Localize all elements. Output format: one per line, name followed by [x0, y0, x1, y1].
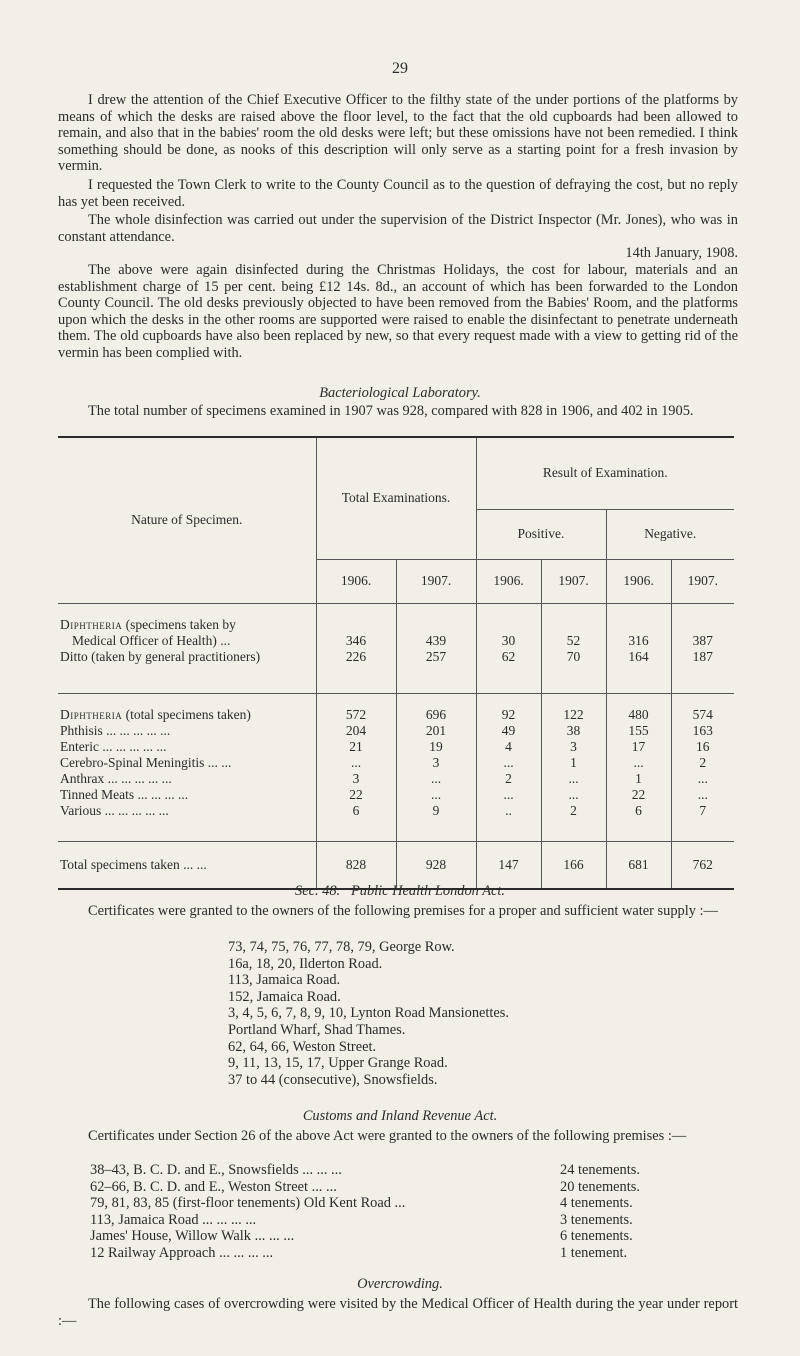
cell: ... [541, 787, 606, 803]
cell: 6 [606, 803, 671, 819]
cell: 316 [606, 633, 671, 649]
premises-count: 20 tenements. [560, 1178, 640, 1195]
cell: 122 [541, 707, 606, 723]
cell: 70 [541, 649, 606, 665]
cell: 696 [396, 707, 476, 723]
cell: 3 [541, 739, 606, 755]
cell: 155 [606, 723, 671, 739]
cell: ... [396, 787, 476, 803]
cell: 762 [671, 841, 734, 889]
list-item: 16a, 18, 20, Ilderton Road. [228, 955, 383, 972]
cell: 30 [476, 633, 541, 649]
row-label: Total specimens taken ... ... [60, 856, 207, 872]
cell: 574 [671, 707, 734, 723]
premises-place: 38–43, B. C. D. and E., Snowsfields ... ... ... [90, 1162, 342, 1178]
row-label: Various ... ... ... ... ... [60, 803, 169, 818]
sec48-number: Sec. 48. [295, 883, 341, 899]
cell: 92 [476, 707, 541, 723]
cell: ... [396, 771, 476, 787]
row-label: Enteric ... ... ... ... ... [60, 739, 167, 754]
premises-count: 6 tenements. [560, 1228, 633, 1245]
cell: 147 [476, 841, 541, 889]
cell: 19 [396, 739, 476, 755]
header-negative: Negative. [606, 509, 734, 559]
header-positive: Positive. [476, 509, 606, 559]
paragraph-town-clerk: I requested the Town Clerk to write to the County Council as to the question of defraying the cost, but no reply has yet been received. [58, 177, 738, 210]
premises-place: 12 Railway Approach ... ... ... ... [90, 1244, 274, 1261]
cell: 2 [476, 771, 541, 787]
premises-count: 4 tenements. [560, 1195, 633, 1212]
row-label: Diphtheria (specimens taken by [60, 617, 236, 632]
list-item [90, 1228, 740, 1245]
premises-place: 113, Jamaica Road ... ... ... ... [90, 1211, 257, 1228]
premises-count: 1 tenement. [560, 1244, 628, 1261]
cell: 7 [671, 803, 734, 819]
list-item [90, 1162, 740, 1179]
list-item [90, 1179, 740, 1196]
table-row [58, 787, 734, 803]
premises-place: 62–66, B. C. D. and E., Weston Street ... ... [90, 1178, 337, 1195]
year-header: 1906. [476, 559, 541, 603]
year-header: 1907. [671, 559, 734, 603]
cell: 1 [606, 771, 671, 787]
customs-premises-list [90, 1162, 740, 1262]
sec48-intro: Certificates were granted to the owners of the following premises for a proper and sufficient water supply :— [88, 903, 718, 919]
cell: ... [541, 771, 606, 787]
row-label: Tinned Meats ... ... ... ... [60, 787, 189, 802]
premises-count: 3 tenements. [560, 1211, 633, 1228]
cell: 22 [316, 787, 396, 803]
table-row [58, 771, 734, 787]
header-nature: Nature of Specimen. [58, 437, 316, 603]
cell: 572 [316, 707, 396, 723]
list-item: 152, Jamaica Road. [228, 988, 341, 1005]
overcrowding-heading: Overcrowding. [357, 1276, 443, 1292]
premises-count: 24 tenements. [560, 1162, 640, 1178]
list-item [90, 1245, 740, 1262]
cell: 62 [476, 649, 541, 665]
table-row-total [58, 841, 734, 889]
year-header: 1906. [316, 559, 396, 603]
sec48-act: Public Health London Act. [350, 883, 505, 899]
cell: 2 [541, 803, 606, 819]
cell: 1 [541, 755, 606, 771]
cell: 480 [606, 707, 671, 723]
cell: 439 [396, 633, 476, 649]
list-item: 62, 64, 66, Weston Street. [228, 1038, 377, 1055]
cell: 9 [396, 803, 476, 819]
cell: 6 [316, 803, 396, 819]
paragraph-vermin: I drew the attention of the Chief Executive Officer to the filthy state of the under portions of the platforms by means of which the desks are raised above the floor level, to the fact that the old cupboards had been allowed to remain, and also that in the babies' room the old desks were left; but these omissions have not been remedied. I think something should be done, as nooks of this description will only serve as a starting point for a fresh invasion by vermin. [58, 92, 738, 175]
cell: 387 [671, 633, 734, 649]
cell: 4 [476, 739, 541, 755]
list-item: 73, 74, 75, 76, 77, 78, 79, George Row. [228, 939, 455, 955]
page-number: 29 [392, 60, 408, 77]
cell: 38 [541, 723, 606, 739]
table-row [58, 755, 734, 771]
premises-place: James' House, Willow Walk ... ... ... [90, 1228, 295, 1245]
year-header: 1907. [541, 559, 606, 603]
row-label: Diphtheria (total specimens taken) [60, 707, 251, 722]
premises-place: 79, 81, 83, 85 (first-floor tenements) Old Kent Road ... [90, 1195, 406, 1212]
cell: ... [671, 787, 734, 803]
cell: 21 [316, 739, 396, 755]
row-label: Cerebro-Spinal Meningitis ... ... [60, 755, 232, 770]
cell: 22 [606, 787, 671, 803]
table-row [58, 649, 734, 665]
customs-intro: Certificates under Section 26 of the above Act were granted to the owners of the following premises :— [88, 1128, 687, 1144]
cell: 164 [606, 649, 671, 665]
cell: 226 [316, 649, 396, 665]
cell: ... [476, 787, 541, 803]
table-row [58, 723, 734, 739]
table-row [58, 707, 734, 723]
row-label: Anthrax ... ... ... ... ... [60, 771, 172, 786]
row-label: Medical Officer of Health) ... [72, 633, 231, 648]
header-total: Total Examinations. [316, 437, 476, 559]
cell: ... [671, 771, 734, 787]
cell: 2 [671, 755, 734, 771]
cell: 16 [671, 739, 734, 755]
cell: ... [316, 755, 396, 771]
overcrowding-text: The following cases of overcrowding were visited by the Medical Officer of Health during the year under report :— [58, 1296, 738, 1329]
cell: 3 [396, 755, 476, 771]
table-row [58, 739, 734, 755]
year-header: 1906. [606, 559, 671, 603]
cell: 49 [476, 723, 541, 739]
cell: 52 [541, 633, 606, 649]
cell: 17 [606, 739, 671, 755]
cell: 204 [316, 723, 396, 739]
list-item: 113, Jamaica Road. [228, 972, 341, 989]
table-row [58, 617, 734, 633]
specimen-table [58, 436, 734, 890]
customs-heading: Customs and Inland Revenue Act. [302, 1108, 498, 1124]
cell: 163 [671, 723, 734, 739]
list-item [90, 1212, 740, 1229]
row-label: Phthisis ... ... ... ... ... [60, 723, 171, 738]
report-date: 14th January, 1908. [625, 245, 738, 261]
cell: 828 [316, 841, 396, 889]
cell: 681 [606, 841, 671, 889]
paragraph-christmas: The above were again disinfected during the Christmas Holidays, the cost for labour, materials and an establishment charge of 15 per cent. being £12 14s. 8d., an account of which has been forwarded to the London County Council. The old desks previously objected to have been removed from the Babies' Room, and the platforms upon which the desks in the other rooms are supported were raised to enable the disinfectant to penetrate underneath them. The old cupboards have also been replaced by new, so that every request made with a view to getting rid of the vermin has been complied with. [58, 262, 738, 361]
paragraph-specimens: The total number of specimens examined in 1907 was 928, compared with 828 in 1906, and 402 in 1905. [88, 403, 694, 419]
header-result: Result of Examination. [476, 437, 734, 509]
cell: .. [476, 803, 541, 819]
cell: 257 [396, 649, 476, 665]
year-header: 1907. [396, 559, 476, 603]
sec48-premises-list [228, 939, 509, 1088]
cell: 201 [396, 723, 476, 739]
list-item: Portland Wharf, Shad Thames. [228, 1021, 406, 1038]
table-row [58, 803, 734, 819]
list-item: 3, 4, 5, 6, 7, 8, 9, 10, Lynton Road Mansionettes. [228, 1005, 510, 1022]
cell: ... [476, 755, 541, 771]
list-item: 9, 11, 13, 15, 17, Upper Grange Road. [228, 1055, 448, 1072]
row-label: Ditto (taken by general practitioners) [60, 649, 261, 664]
lab-heading: Bacteriological Laboratory. [319, 385, 481, 401]
cell: 928 [396, 841, 476, 889]
table-row [58, 633, 734, 649]
list-item: 37 to 44 (consecutive), Snowsfields. [228, 1071, 438, 1088]
cell: 3 [316, 771, 396, 787]
cell: ... [606, 755, 671, 771]
list-item [90, 1195, 740, 1212]
paragraph-inspector: The whole disinfection was carried out under the supervision of the District Inspector (Mr. Jones), who was in constant attendance. [58, 212, 738, 245]
cell: 187 [671, 649, 734, 665]
cell: 166 [541, 841, 606, 889]
cell: 346 [316, 633, 396, 649]
sec48-heading [0, 883, 800, 900]
